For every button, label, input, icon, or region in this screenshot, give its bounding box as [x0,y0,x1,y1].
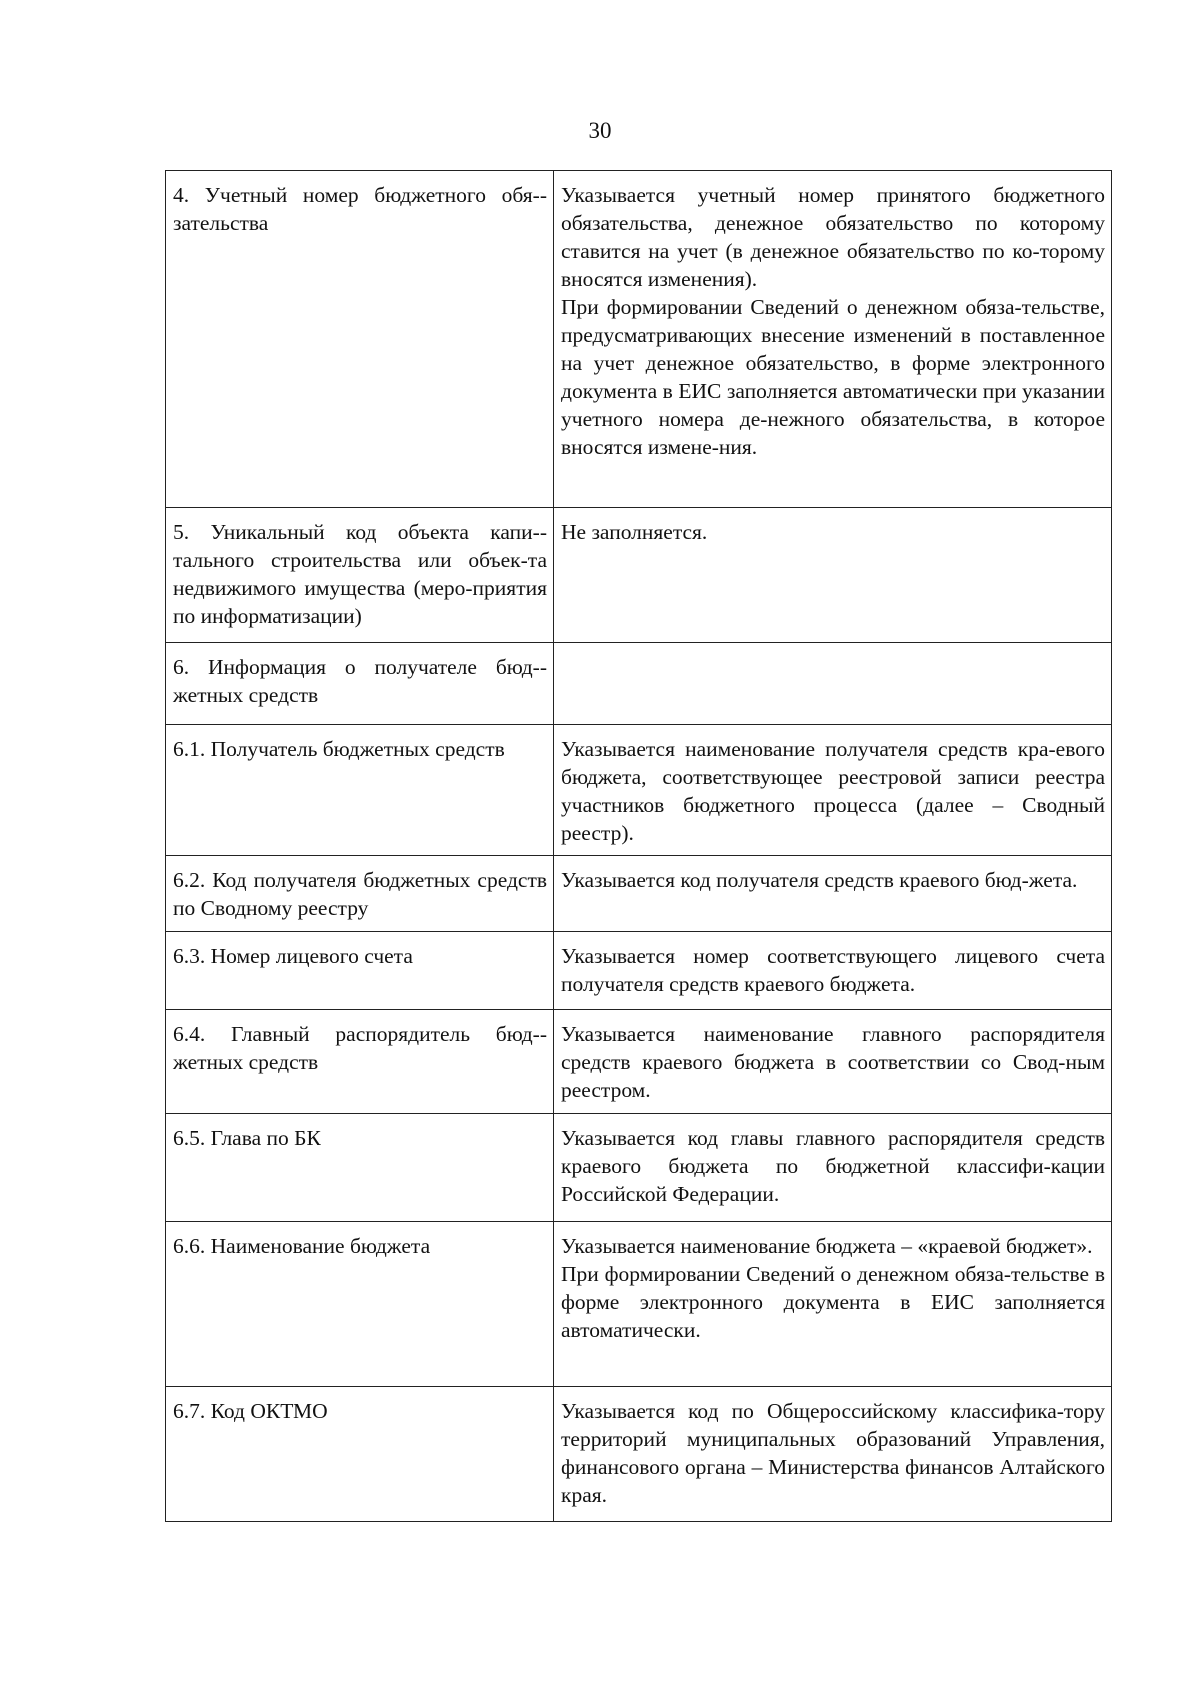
field-description-cell [554,1222,1112,1387]
table-row [166,932,1112,1010]
field-description-paragraph: Указывается код получателя средств краевого бюд-жета. [561,868,1078,892]
field-name-cell [166,932,554,1010]
field-description-cell [554,508,1112,643]
field-description-paragraph: Указывается код по Общероссийскому классифика-тору территорий муниципальных образований Управления, финансового органа – Министерства финансов Алтайского края. [561,1399,1105,1507]
field-description-cell [554,1010,1112,1114]
field-name-cell [166,1010,554,1114]
field-description-paragraph: Не заполняется. [561,520,708,544]
table-body [166,171,1112,1522]
field-description-paragraph: Указывается код главы главного распорядителя средств краевого бюджета по бюджетной классифи-кации Российской Федерации. [561,1126,1105,1206]
field-description-paragraph: При формировании Сведений о денежном обяза-тельстве, предусматривающих внесение изменений в поставленное на учет денежное обязательство, в форме электронного документа в ЕИС заполняется автоматически при указании учетного номера де-нежного обязательства, в которое вносятся измене-ния. [561,295,1105,459]
field-description-paragraph: Указывается наименование получателя средств кра-евого бюджета, соответствующее реестровой записи реестра участников бюджетного процесса (далее – Сводный реестр). [561,737,1105,845]
table-row [166,508,1112,643]
field-name-cell [166,856,554,932]
field-description-cell [554,643,1112,725]
field-name: 6.5. Глава по БК [173,1126,321,1150]
field-name-cell [166,643,554,725]
field-description-cell [554,1387,1112,1522]
field-description-paragraph: Указывается номер соответствующего лицевого счета получателя средств краевого бюджета. [561,944,1105,996]
table-row [166,856,1112,932]
table-row [166,1222,1112,1387]
field-description-paragraph: Указывается учетный номер принятого бюджетного обязательства, денежное обязательство по которому ставится на учет (в денежное обязательство по ко-торому вносятся изменения). [561,183,1105,291]
field-name-cell [166,1387,554,1522]
field-name: 6.7. Код ОКТМО [173,1399,328,1423]
field-name: 6.3. Номер лицевого счета [173,944,413,968]
table-row [166,1114,1112,1222]
table-row [166,725,1112,856]
field-name: 6. Информация о получателе бюд-жетных средств [173,655,547,707]
field-name: 6.1. Получатель бюджетных средств [173,737,505,761]
field-description-paragraph: При формировании Сведений о денежном обяза-тельстве в форме электронного документа в ЕИС заполняется автоматически. [561,1262,1105,1342]
field-description-cell [554,171,1112,508]
table-row [166,1010,1112,1114]
field-description-cell [554,1114,1112,1222]
field-name-cell [166,171,554,508]
field-description-cell [554,932,1112,1010]
field-name-cell [166,508,554,643]
page-number: 30 [588,118,612,143]
field-name-cell [166,1222,554,1387]
field-name: 5. Уникальный код объекта капи-тального строительства или объек-та недвижимого имущества (меро-приятия по информатизации) [173,520,547,628]
field-name: 6.6. Наименование бюджета [173,1234,431,1258]
field-description-paragraph: Указывается наименование бюджета – «краевой бюджет». [561,1234,1093,1258]
field-description-cell [554,856,1112,932]
table-row [166,171,1112,508]
field-name-cell [166,1114,554,1222]
field-name: 4. Учетный номер бюджетного обя-зательства [173,183,547,235]
table-row [166,643,1112,725]
field-name: 6.4. Главный распорядитель бюд-жетных средств [173,1022,547,1074]
field-description-paragraph: Указывается наименование главного распорядителя средств краевого бюджета в соответствии со Свод-ным реестром. [561,1022,1105,1102]
field-description-cell [554,725,1112,856]
field-name-cell [166,725,554,856]
field-description-table [165,170,1112,1522]
field-name: 6.2. Код получателя бюджетных средств по Сводному реестру [173,868,547,920]
table-row [166,1387,1112,1522]
